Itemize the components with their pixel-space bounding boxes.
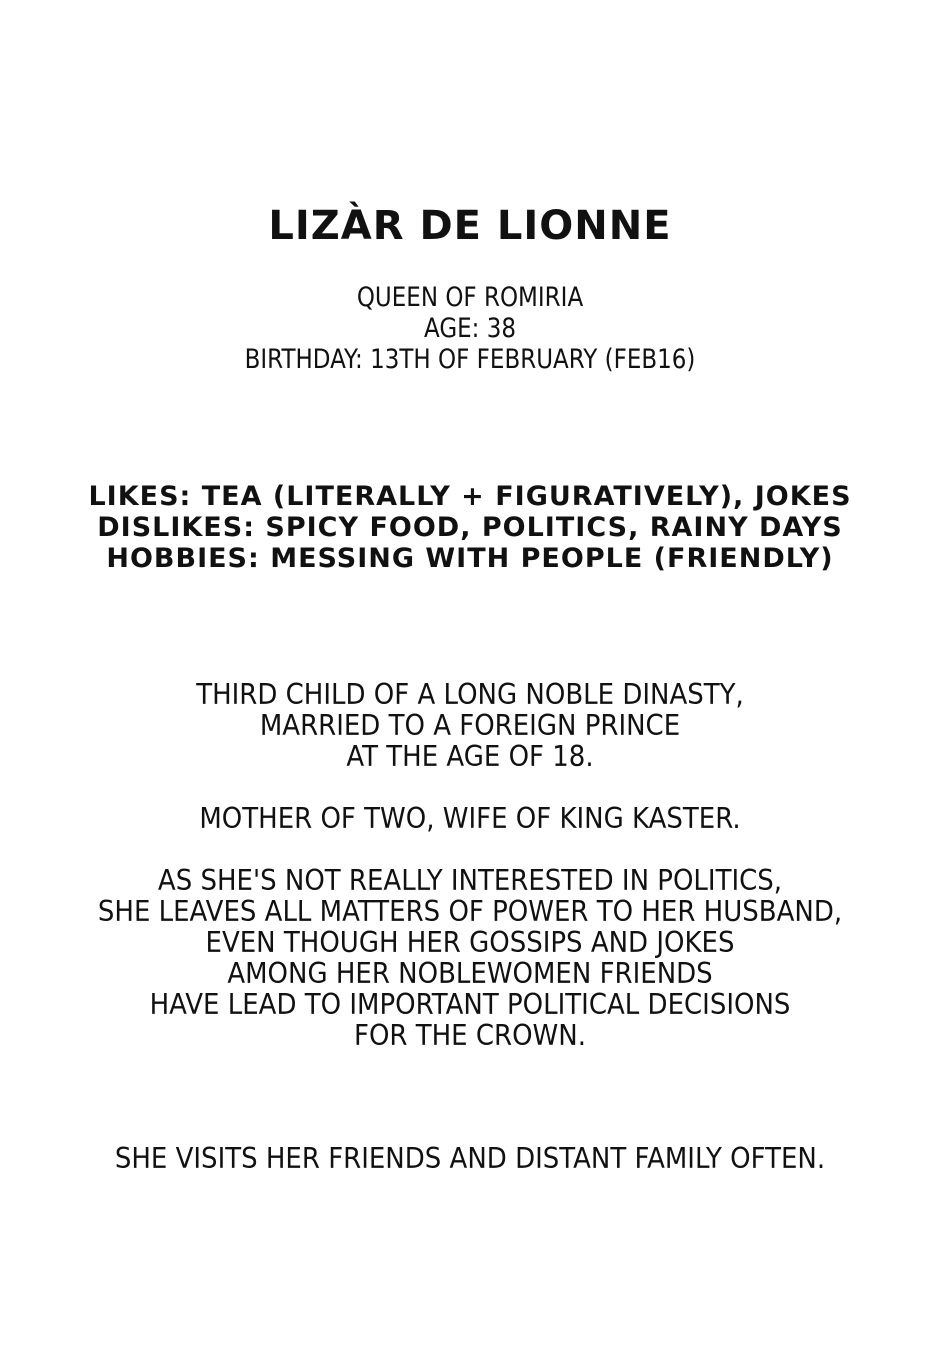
dislikes: DISLIKES: SPICY FOOD, POLITICS, RAINY DAYS — [97, 512, 843, 543]
info-title: QUEEN OF ROMIRIA — [356, 282, 584, 313]
likes: LIKES: TEA (LITERALLY + FIGURATIVELY), JOKES — [88, 481, 852, 512]
bio-line: AMONG HER NOBLEWOMEN FRIENDS — [227, 957, 713, 991]
bio-line: MOTHER OF TWO, WIFE OF KING KASTER. — [199, 802, 741, 836]
bio-line: SHE LEAVES ALL MATTERS OF POWER TO HER HUSBAND, — [97, 895, 843, 929]
bio-line: FOR THE CROWN. — [354, 1019, 586, 1053]
bio-line: SHE VISITS HER FRIENDS AND DISTANT FAMILY OFTEN. — [114, 1142, 826, 1176]
info-age: AGE: 38 — [423, 313, 516, 344]
bio-line: THIRD CHILD OF A LONG NOBLE DINASTY, — [196, 678, 744, 712]
bio-line: EVEN THOUGH HER GOSSIPS AND JOKES — [205, 926, 735, 960]
bio-line: HAVE LEAD TO IMPORTANT POLITICAL DECISIONS — [149, 988, 791, 1022]
bio-line: AT THE AGE OF 18. — [346, 740, 594, 774]
bio-line: MARRIED TO A FOREIGN PRINCE — [259, 709, 681, 743]
bio-line: AS SHE'S NOT REALLY INTERESTED IN POLITICS, — [157, 864, 783, 898]
character-name: LIZÀR DE LIONNE — [268, 203, 672, 249]
info-birthday: BIRTHDAY: 13TH OF FEBRUARY (FEB16) — [244, 344, 696, 375]
hobbies: HOBBIES: MESSING WITH PEOPLE (FRIENDLY) — [106, 543, 834, 574]
